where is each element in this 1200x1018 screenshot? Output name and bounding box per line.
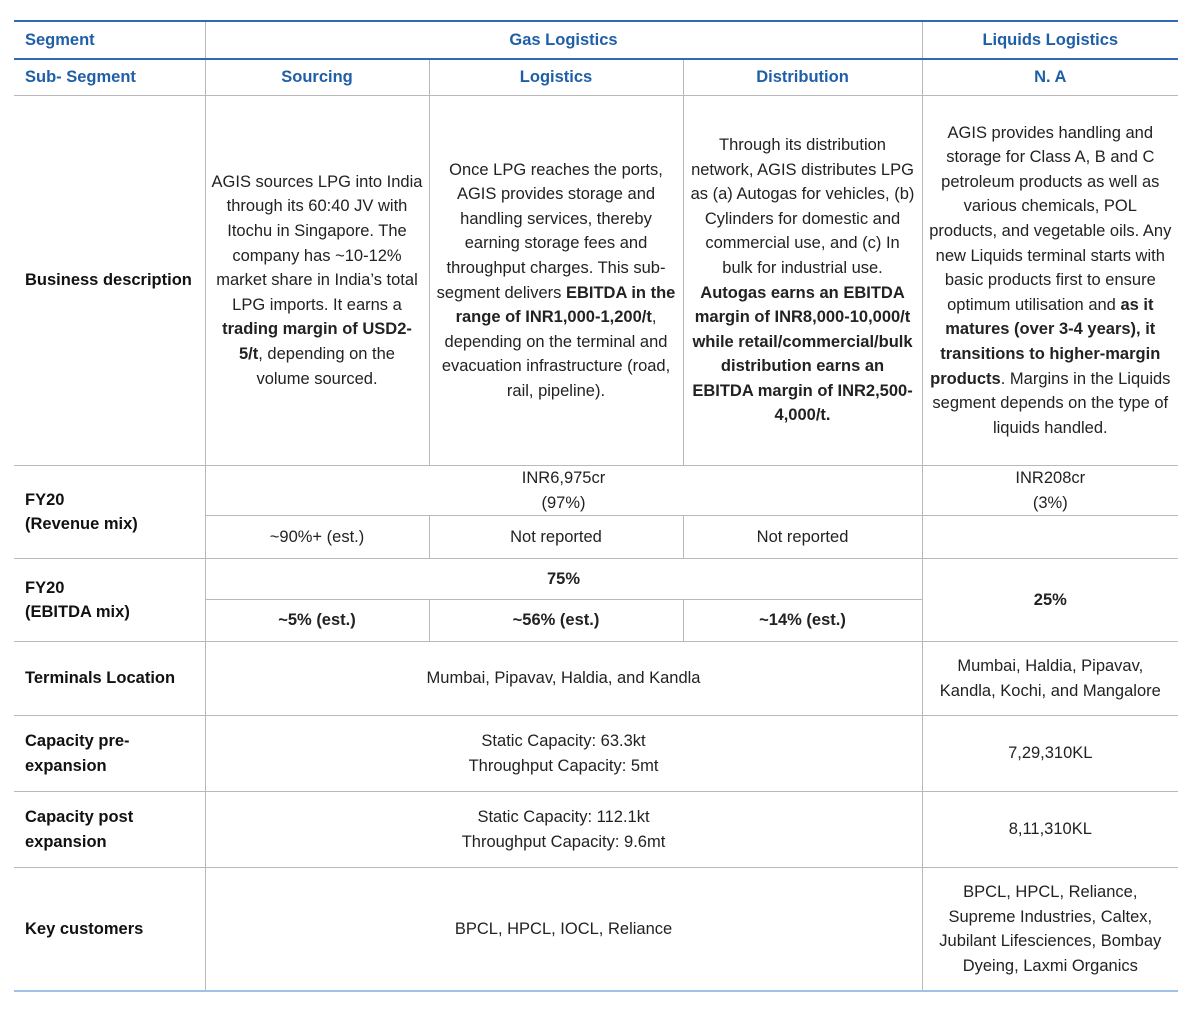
segment-comparison-table bbox=[14, 20, 1178, 992]
logistics-description bbox=[429, 96, 683, 466]
liquids-description bbox=[922, 96, 1178, 466]
terminals-location-label: Terminals Location bbox=[14, 642, 205, 716]
liquids-revenue-value: INR208cr bbox=[1015, 469, 1086, 487]
liquids-capacity-pre: 7,29,310KL bbox=[922, 716, 1178, 792]
revenue-label-line2: (Revenue mix) bbox=[25, 515, 138, 534]
gas-logistics-header: Gas Logistics bbox=[205, 21, 922, 59]
distribution-header: Distribution bbox=[683, 59, 922, 96]
liquids-key-customers: BPCL, HPCL, Reliance, Supreme Industries, Caltex, Jubilant Lifesciences, Bombay Dyeing, Laxmi Organics bbox=[922, 868, 1178, 992]
segment-header-row bbox=[14, 21, 1178, 59]
gas-key-customers: BPCL, HPCL, IOCL, Reliance bbox=[205, 868, 922, 992]
liquids-terminals: Mumbai, Haldia, Pipavav, Kandla, Kochi, and Mangalore bbox=[922, 642, 1178, 716]
revenue-mix-row-top bbox=[14, 466, 1178, 516]
logistics-desc-text-2: , depending on the terminal and evacuation infrastructure (road, rail, pipeline). bbox=[441, 308, 671, 400]
sourcing-desc-text-1: AGIS sources LPG into India through its 60:40 JV with Itochu in Singapore. The company has ~10-12% market share in India’s total LPG imports. It earns a bbox=[211, 172, 423, 314]
logistics-desc-bold: EBITDA in the range of INR1,000-1,200/t bbox=[455, 283, 676, 327]
gas-throughput-capacity-pre: Throughput Capacity: 5mt bbox=[468, 756, 659, 775]
gas-revenue-pct: (97%) bbox=[541, 493, 586, 512]
sourcing-revenue: ~90%+ (est.) bbox=[205, 516, 429, 559]
distribution-ebitda: ~14% (est.) bbox=[683, 600, 922, 642]
ebitda-label-line2: (EBITDA mix) bbox=[25, 603, 130, 622]
distribution-revenue: Not reported bbox=[683, 516, 922, 559]
key-customers-label: Key customers bbox=[14, 868, 205, 992]
gas-static-capacity-post: Static Capacity: 112.1kt bbox=[477, 808, 650, 827]
liquids-desc-text-2: . Margins in the Liquids segment depends on the type of liquids handled. bbox=[932, 369, 1171, 437]
gas-capacity-post bbox=[205, 792, 922, 868]
liquids-ebitda: 25% bbox=[922, 559, 1178, 642]
key-customers-row bbox=[14, 868, 1178, 992]
ebitda-mix-row-top bbox=[14, 559, 1178, 600]
gas-static-capacity-pre: Static Capacity: 63.3kt bbox=[481, 732, 646, 751]
gas-revenue-value: INR6,975cr bbox=[521, 469, 606, 487]
logistics-header: Logistics bbox=[429, 59, 683, 96]
revenue-label-line1: FY20 bbox=[25, 490, 65, 509]
business-description-label: Business description bbox=[14, 96, 205, 466]
ebitda-mix-label bbox=[14, 559, 205, 642]
liquids-desc-text-1: AGIS provides handling and storage for Class A, B and C petroleum products as well as various chemicals, POL products, and vegetable oils. Any new Liquids terminal starts with basic products first to ensure optimum utilisation and bbox=[929, 123, 1172, 314]
ebitda-label-line1: FY20 bbox=[25, 578, 65, 597]
business-description-row bbox=[14, 96, 1178, 466]
gas-terminals: Mumbai, Pipavav, Haldia, and Kandla bbox=[205, 642, 922, 716]
liquids-revenue-empty bbox=[922, 516, 1178, 559]
logistics-revenue: Not reported bbox=[429, 516, 683, 559]
distribution-desc-bold: Autogas earns an EBITDA margin of INR8,000-10,000/t while retail/commercial/bulk distribution earns an EBITDA margin of INR2,500-4,000/t. bbox=[692, 283, 913, 425]
capacity-pre-expansion-row bbox=[14, 716, 1178, 792]
sourcing-desc-text-2: , depending on the volume sourced. bbox=[256, 344, 395, 388]
revenue-mix-label bbox=[14, 466, 205, 559]
capacity-post-expansion-label: Capacity post expansion bbox=[14, 792, 205, 868]
liquids-capacity-post: 8,11,310KL bbox=[922, 792, 1178, 868]
segment-label: Segment bbox=[14, 21, 205, 59]
distribution-description bbox=[683, 96, 922, 466]
logistics-desc-text-1: Once LPG reaches the ports, AGIS provides storage and handling services, thereby earning storage fees and throughput charges. This sub-segment delivers bbox=[436, 160, 666, 302]
sourcing-ebitda: ~5% (est.) bbox=[205, 600, 429, 642]
logistics-ebitda: ~56% (est.) bbox=[429, 600, 683, 642]
gas-capacity-pre bbox=[205, 716, 922, 792]
liquids-logistics-header: Liquids Logistics bbox=[922, 21, 1178, 59]
liquids-revenue-total bbox=[922, 466, 1178, 516]
sourcing-header: Sourcing bbox=[205, 59, 429, 96]
gas-revenue-total bbox=[205, 466, 922, 516]
capacity-post-expansion-row bbox=[14, 792, 1178, 868]
sourcing-desc-bold: trading margin of USD2-5/t bbox=[222, 320, 412, 363]
sub-segment-header-row bbox=[14, 59, 1178, 96]
capacity-pre-expansion-label: Capacity pre-expansion bbox=[14, 716, 205, 792]
sourcing-description bbox=[205, 96, 429, 466]
terminals-location-row bbox=[14, 642, 1178, 716]
gas-ebitda-total: 75% bbox=[205, 559, 922, 600]
distribution-desc-text-1: Through its distribution network, AGIS distributes LPG as (a) Autogas for vehicles, (b) Cylinders for domestic and commercial use, and (c) In bulk for industrial use. bbox=[690, 135, 915, 277]
liquids-revenue-pct: (3%) bbox=[1032, 493, 1068, 512]
sub-segment-label: Sub- Segment bbox=[14, 59, 205, 96]
na-header: N. A bbox=[922, 59, 1178, 96]
gas-throughput-capacity-post: Throughput Capacity: 9.6mt bbox=[461, 832, 666, 851]
liquids-desc-bold: as it matures (over 3-4 years), it transitions to higher-margin products bbox=[930, 295, 1161, 388]
